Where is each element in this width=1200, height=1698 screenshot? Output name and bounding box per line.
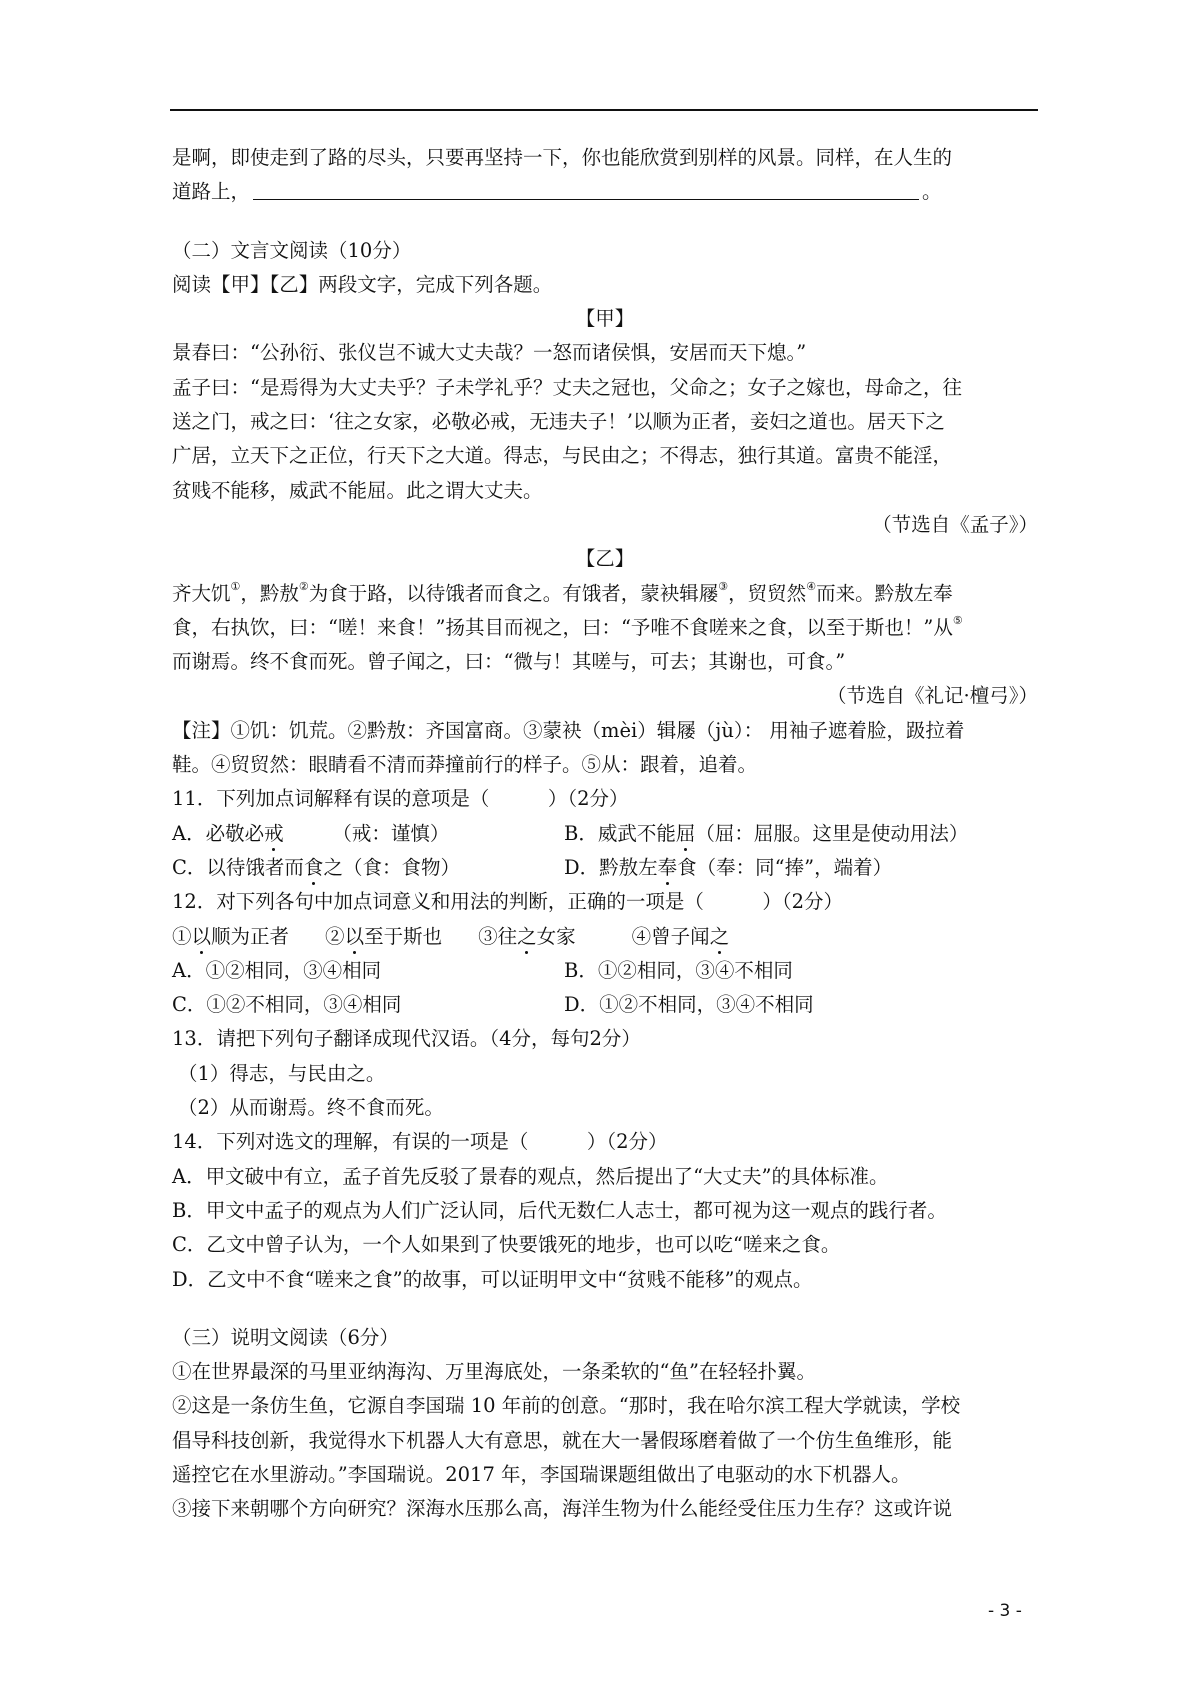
q14-option-b[interactable]: B．甲文中孟子的观点为人们广泛认同，后代无数仁人志士，都可视为这一观点的践行者。 [172,1198,947,1222]
q14-option-c[interactable]: C．乙文中曾子认为，一个人如果到了快要饿死的地步，也可以吃“嗟来之食。 [172,1233,841,1257]
emphasis-dot-word: 戒 [264,821,284,845]
section-3-line: ①在世界最深的马里亚纳海沟、万里海底处，一条柔软的“鱼”在轻轻扑翼。 [172,1360,816,1384]
q12-option-d[interactable]: D．①②不相同，③④不相同 [564,993,814,1017]
q12-item-4: ④曾子闻之 [631,924,730,948]
question-11-stem: 11．下列加点词解释有误的意项是（ ）（2分） [172,787,629,811]
section-2-instruction: 阅读【甲】【乙】两段文字，完成下列各题。 [172,272,553,296]
passage-yi-title: 【乙】 [575,547,635,571]
passage-jia-line: 送之门，戒之曰：‘往之女家，必敬必戒，无违夫子！’以顺为正者，妾妇之道也。居天下之 [172,410,945,434]
notes-line: 鞋。④贸贸然：眼睛看不清而莽撞前行的样子。⑤从：跟着，追着。 [172,753,758,777]
question-12-options-ab [172,954,1038,988]
question-11-options-cd [172,851,1038,885]
intro-line-2-end: 。 [922,180,942,204]
answer-blank[interactable] [253,179,919,200]
question-12-options-cd [172,988,1038,1022]
section-3-line: ②这是一条仿生鱼，它源自李国瑞 10 年前的创意。“那时，我在哈尔滨工程大学就读，学校 [172,1394,961,1418]
question-12-stem: 12．对下列各句中加点词意义和用法的判断，正确的一项是（ ）（2分） [172,890,843,914]
q11-option-a[interactable]: A．必敬必戒 （戒：谨慎） [172,821,450,845]
section-3-line: 遥控它在水里游动。”李国瑞说。2017 年，李国瑞课题组做出了电驱动的水下机器人。 [172,1462,911,1486]
q14-option-a[interactable]: A．甲文破中有立，孟子首先反驳了景春的观点，然后提出了“大丈夫”的具体标准。 [172,1164,889,1188]
passage-yi-line-1: 齐大饥①，黔敖②为食于路，以待饿者而食之。有饿者，蒙袂辑屦③，贸贸然④而来。黔敖左奉 [172,580,953,605]
page-number: - 3 - [988,1601,1022,1621]
page-content [172,141,1038,1527]
passage-yi-line-3: 而谢焉。终不食而死。曾子闻之，曰：“微与！其嗟与，可去；其谢也，可食。” [172,650,846,674]
emphasis-dot-word: 之 [517,924,537,948]
emphasis-dot-word: 屈 [675,821,696,845]
intro-line-2 [172,175,1038,209]
q12-item-3: ③往之女家 [478,924,576,948]
question-13-stem: 13．请把下列句子翻译成现代汉语。（4分，每句2分） [172,1027,641,1051]
section-3-line: ③接下来朝哪个方向研究？深海水压那么高，海洋生物为什么能经受住压力生存？这或许说 [172,1497,953,1521]
passage-yi-source: （节选自《礼记·檀弓》） [827,684,1038,708]
intro-line-1: 是啊，即使走到了路的尽头，只要再坚持一下，你也能欣赏到别样的风景。同样，在人生的 [172,146,953,169]
question-11-options-ab [172,817,1038,851]
passage-jia-line: 广居，立天下之正位，行天下之大道。得志，与民由之；不得志，独行其道。富贵不能淫， [172,444,953,468]
intro-line-2-start: 道路上， [172,180,251,204]
footnote-ref: ② [298,580,309,594]
q12-option-b[interactable]: B．①②相同，③④不相同 [564,958,793,982]
passage-jia-line: 贫贱不能移，威武不能屈。此之谓大丈夫。 [172,478,543,502]
q11-option-d[interactable]: D．黔敖左奉食（奉：同“捧”，端着） [564,855,893,879]
section-2-heading: （二）文言文阅读（10分） [172,238,412,262]
q12-option-a[interactable]: A．①②相同，③④相同 [172,958,382,982]
passage-jia-title: 【甲】 [575,307,635,331]
passage-jia-line: 景春曰：“公孙衍、张仪岂不诚大丈夫哉？一怒而诸侯惧，安居而天下熄。” [172,341,807,365]
emphasis-dot-word: 奉 [657,855,678,879]
q12-option-c[interactable]: C．①②不相同，③④相同 [172,993,402,1017]
passage-jia-line: 孟子曰：“是焉得为大丈夫乎？子未学礼乎？丈夫之冠也，父命之；女子之嫁也，母命之，往 [172,375,962,399]
footnote-ref: ⑤ [952,614,963,628]
question-14-stem: 14．下列对选文的理解，有误的一项是（ ）（2分） [172,1130,668,1154]
passage-jia-source: （节选自《孟子》） [872,512,1038,536]
passage-yi-line-2: 食，右执饮，曰：“嗟！来食！”扬其目而视之，曰：“予唯不食嗟来之食，以至于斯也！”从⑤ [172,614,963,639]
section-3-heading: （三）说明文阅读（6分） [172,1325,399,1349]
footnote-ref: ④ [806,580,817,594]
question-12-items [172,920,1038,954]
footnote-ref: ③ [718,580,729,594]
notes-line: 【注】①饥：饥荒。②黔敖：齐国富商。③蒙袂（mèi）辑屦（jù）： 用袖子遮着脸，趿拉着 [172,718,965,742]
q12-item-2: ②以至于斯也 [325,924,443,948]
section-3-line: 倡导科技创新，我觉得水下机器人大有意思，就在大一暑假琢磨着做了一个仿生鱼维形，能 [172,1428,953,1452]
q11-option-c[interactable]: C．以待饿者而食之（食：食物） [172,855,460,879]
q12-item-1: ①以顺为正者 [172,924,290,948]
emphasis-dot-word: 之 [709,924,730,948]
q13-item-1: （1）得志，与民由之。 [178,1061,386,1085]
q14-option-d[interactable]: D．乙文中不食“嗟来之食”的故事，可以证明甲文中“贫贱不能移”的观点。 [172,1267,813,1291]
header-rule [170,109,1038,111]
emphasis-dot-word: 以 [344,924,365,948]
q11-option-b[interactable]: B．威武不能屈（屈：屈服。这里是使动用法） [564,821,969,845]
emphasis-dot-word: 食 [303,855,324,879]
footnote-ref: ① [230,580,241,594]
emphasis-dot-word: 以 [191,924,212,948]
q13-item-2: （2）从而谢焉。终不食而死。 [178,1096,444,1120]
